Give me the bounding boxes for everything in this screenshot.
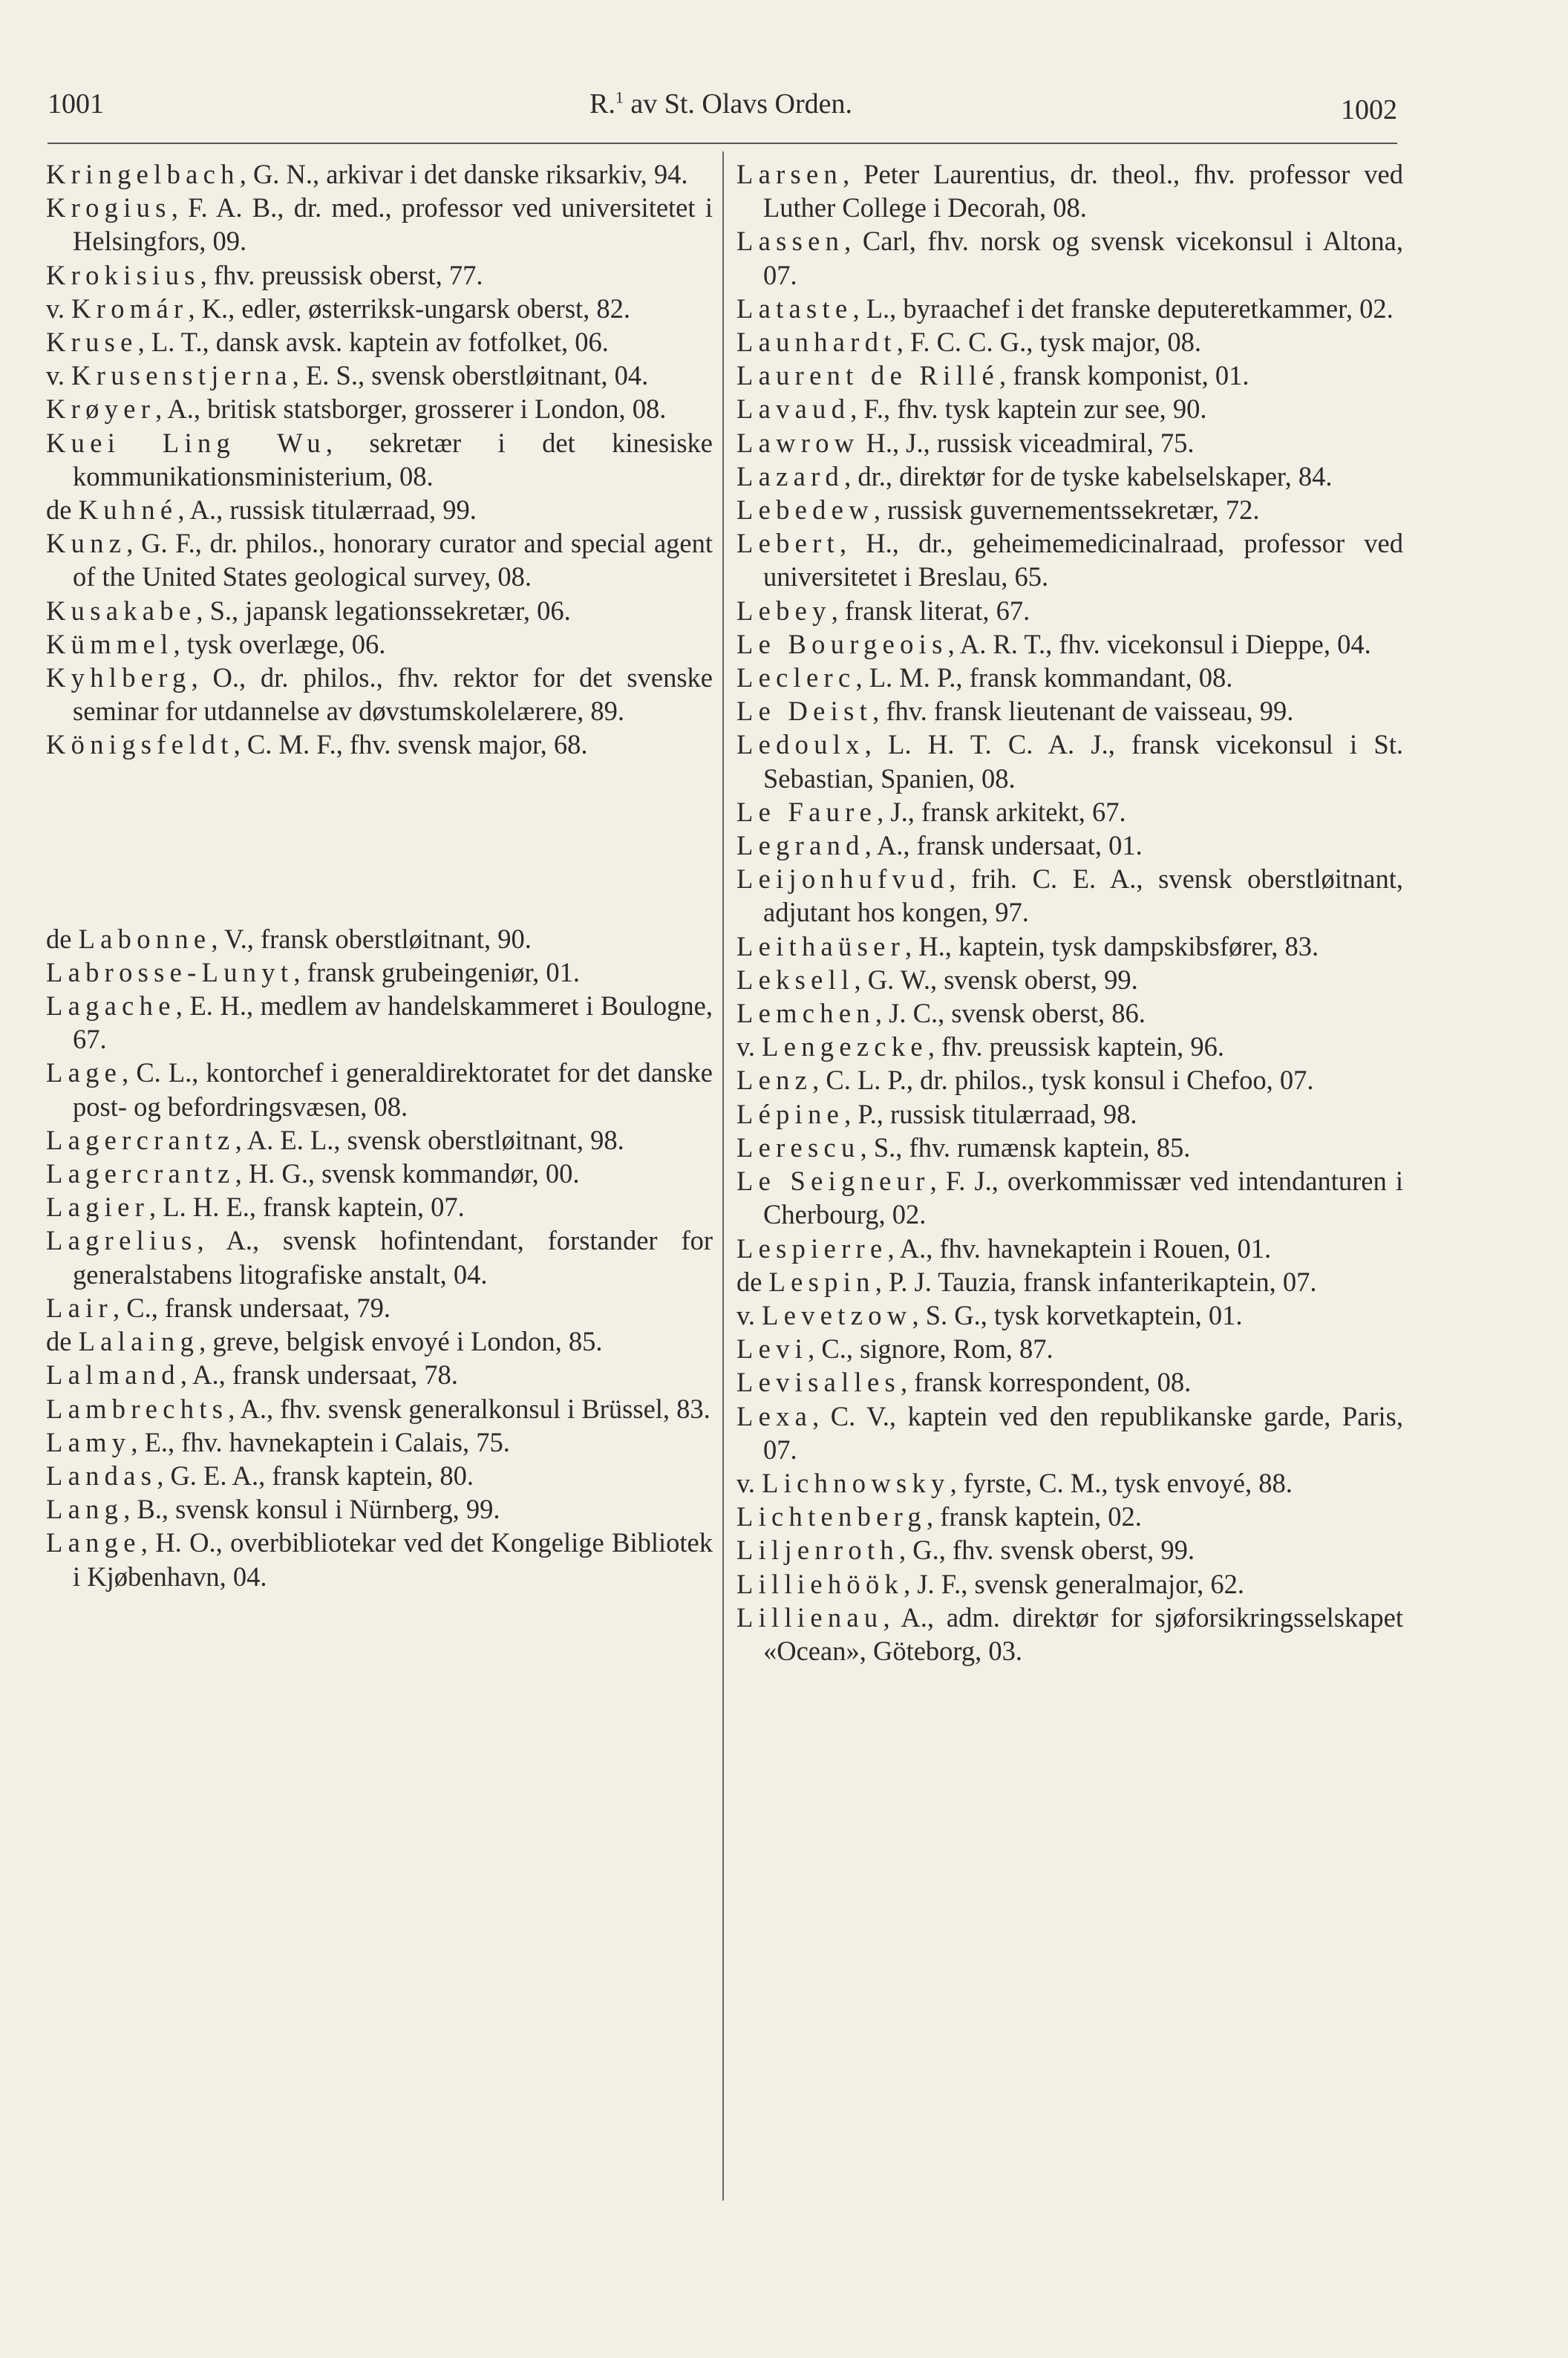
entry-text: , fransk literat, 67. xyxy=(831,595,1030,626)
entry-text: , C. V., kaptein ved den republikanske garde, Paris, 07. xyxy=(763,1400,1403,1465)
register-entry xyxy=(46,1526,713,1593)
entry-text: , F. J., overkommissær ved intendanturen i Cherbourg, 02. xyxy=(763,1166,1403,1230)
entry-prefix: v. xyxy=(46,293,72,324)
entry-text: , tysk overlæge, 06. xyxy=(173,628,386,659)
entry-name: Lengezcke xyxy=(762,1031,928,1062)
entry-text: , greve, belgisk envoyé i London, 85. xyxy=(199,1326,603,1357)
register-entry xyxy=(46,728,713,761)
title-prefix: R. xyxy=(589,88,615,120)
entry-text: , J. C., svensk oberst, 86. xyxy=(875,998,1146,1029)
entry-prefix: de xyxy=(46,923,79,954)
entry-text: , E., fhv. havnekaptein i Calais, 75. xyxy=(131,1426,510,1457)
entry-text: , A., svensk hofintendant, forstander for generalstabens litografiske anstalt, 04. xyxy=(73,1225,713,1290)
entry-name: Lemchen xyxy=(736,998,875,1029)
register-entry xyxy=(46,157,713,191)
register-entry xyxy=(46,1459,713,1492)
entry-text: , russisk guvernementssekretær, 72. xyxy=(873,494,1260,526)
entry-prefix: de xyxy=(736,1266,769,1297)
entry-text: , G. F., dr. philos., honorary curator and special agent of the United States geological survey, 08. xyxy=(73,528,713,592)
entry-name: Lilliehöök xyxy=(736,1568,904,1599)
entry-text: , L. M. P., fransk kommandant, 08. xyxy=(855,662,1233,693)
entry-name: Lassen xyxy=(736,226,845,257)
entry-text: , F., fhv. tysk kaptein zur see, 90. xyxy=(850,393,1207,425)
register-entry xyxy=(736,795,1403,829)
entry-text: , A., fransk undersaat, 78. xyxy=(180,1359,458,1391)
page-number-right: 1002 xyxy=(1341,94,1397,125)
entry-text: , fransk grubeingeniør, 01. xyxy=(293,956,581,987)
register-entry xyxy=(736,526,1403,593)
register-entry xyxy=(736,1131,1403,1164)
entry-name: Kuei Ling Wu xyxy=(46,427,326,458)
register-entry xyxy=(46,1056,713,1123)
entry-prefix: v. xyxy=(736,1031,762,1062)
entry-text: , F. C. C. G., tysk major, 08. xyxy=(896,327,1202,358)
entry-name: Lerescu xyxy=(736,1131,860,1163)
register-entry xyxy=(46,526,713,593)
register-entry xyxy=(736,996,1403,1030)
entry-text: , H., dr., geheimemedicinalraad, professor ved universitetet i Breslau, 65. xyxy=(763,528,1403,592)
register-entry xyxy=(46,1291,713,1325)
entry-text: , G., fhv. svensk oberst, 99. xyxy=(898,1535,1195,1566)
register-entry xyxy=(736,594,1403,627)
entry-text: , G. E. A., fransk kaptein, 80. xyxy=(157,1460,474,1491)
entry-text: , A., adm. direktør for sjøforsikringsselskapet «Ocean», Göteborg, 03. xyxy=(763,1601,1403,1666)
register-entry xyxy=(46,359,713,392)
register-entry xyxy=(736,963,1403,996)
entry-text: , S. G., tysk korvetkaptein, 01. xyxy=(912,1299,1243,1330)
entry-name: Kyhlberg xyxy=(46,662,192,693)
entry-name: Königsfeldt xyxy=(46,729,234,760)
entry-name: Lenz xyxy=(736,1065,813,1096)
register-entry xyxy=(46,392,713,425)
left-column xyxy=(46,157,713,1593)
entry-text: , H., kaptein, tysk dampskibsfører, 83. xyxy=(905,930,1319,961)
entry-prefix: de xyxy=(46,1326,79,1357)
entry-text: , sekretær i det kinesiske kommunikationsministerium, 08. xyxy=(73,427,713,491)
register-entry xyxy=(736,1400,1403,1466)
entry-name: Landas xyxy=(46,1460,157,1491)
entry-text: , L. H. E., fransk kaptein, 07. xyxy=(149,1192,465,1223)
register-entry xyxy=(46,1123,713,1157)
entry-name: Le Bourgeois xyxy=(736,628,948,659)
entry-text: , O., dr. philos., fhv. rektor for det svenske seminar for utdannelse av døvstumskolelærere, 89. xyxy=(73,662,713,727)
entry-name: Levisalles xyxy=(736,1367,901,1398)
register-entry xyxy=(736,292,1403,325)
register-entry xyxy=(736,1533,1403,1567)
running-title xyxy=(45,88,1397,120)
entry-text: , A., fhv. havnekaptein i Rouen, 01. xyxy=(887,1232,1272,1264)
entry-name: Lebey xyxy=(736,595,832,626)
entry-name: Le Deist xyxy=(736,696,873,727)
entry-name: Levetzow xyxy=(762,1299,912,1330)
entry-text: , C. L. P., dr. philos., tysk konsul i Chefoo, 07. xyxy=(812,1065,1314,1096)
entries-k xyxy=(46,157,713,762)
register-entry xyxy=(736,862,1403,929)
entry-text: , E. S., svensk oberstløitnant, 04. xyxy=(292,360,649,391)
entry-name: Lagache xyxy=(46,990,176,1022)
entry-name: Ledoulx xyxy=(736,729,865,760)
title-superscript: 1 xyxy=(615,88,624,107)
entry-text: , H. O., overbibliotekar ved det Kongelige Bibliotek i Kjøbenhavn, 04. xyxy=(73,1527,713,1592)
register-entry xyxy=(736,1332,1403,1365)
entry-name: Krogius xyxy=(46,192,172,223)
entry-name: Krøyer xyxy=(46,393,156,425)
entry-name: Lebedew xyxy=(736,494,874,526)
entry-text: , fhv. preussisk oberst, 77. xyxy=(200,259,483,290)
entry-text: , Peter Laurentius, dr. theol., fhv. professor ved Luther College i Decorah, 08. xyxy=(763,159,1403,223)
register-entry xyxy=(46,661,713,728)
register-entry xyxy=(46,258,713,292)
entry-text: , A., russisk titulærraad, 99. xyxy=(177,494,477,526)
register-entry xyxy=(736,1265,1403,1299)
section-gap xyxy=(46,762,713,922)
register-entry xyxy=(736,694,1403,728)
entry-text: , dr., direktør for de tyske kabelselskaper, 84. xyxy=(844,460,1333,491)
register-entry xyxy=(736,930,1403,963)
entry-text: , fransk korrespondent, 08. xyxy=(900,1367,1192,1398)
entry-name: Leclerc xyxy=(736,662,856,693)
entry-name: Lalaing xyxy=(78,1326,200,1357)
column-divider xyxy=(722,151,724,2201)
register-entry xyxy=(46,191,713,258)
entry-text: , A. E. L., svensk oberstløitnant, 98. xyxy=(235,1124,624,1155)
entry-name: Lagier xyxy=(46,1192,150,1223)
entry-prefix: v. xyxy=(46,360,72,391)
entry-name: Leijonhufvud xyxy=(736,863,950,895)
entry-name: Kuhné xyxy=(78,494,178,526)
entry-name: Lang xyxy=(46,1494,124,1525)
entry-name: Lambrechts xyxy=(46,1393,229,1424)
register-entry xyxy=(46,1325,713,1358)
register-entry xyxy=(736,359,1403,392)
register-entry xyxy=(736,1030,1403,1063)
register-entry xyxy=(46,325,713,359)
entry-text: , E. H., medlem av handelskammeret i Boulogne, 67. xyxy=(73,990,713,1055)
register-entry xyxy=(736,661,1403,694)
entry-name: Kümmel xyxy=(46,628,174,659)
entry-text: , C. L., kontorchef i generaldirektoratet for det danske post- og befordringsvæsen, 08. xyxy=(73,1057,713,1122)
page-number-left: 1001 xyxy=(48,88,104,120)
entry-name: Liljenroth xyxy=(736,1535,899,1566)
entry-text: , L., byraachef i det franske deputeretkammer, 02. xyxy=(852,293,1394,324)
entry-text: , F. A. B., dr. med., professor ved universitetet i Helsingfors, 09. xyxy=(73,192,713,257)
entries-l xyxy=(46,922,713,1593)
entry-name: Lataste xyxy=(736,293,853,324)
entry-name: Lagercrantz xyxy=(46,1124,235,1155)
entry-name: Lespin xyxy=(768,1266,875,1297)
entry-text: , K., edler, østerriksk-ungarsk oberst, 82. xyxy=(188,293,631,324)
register-entry xyxy=(736,728,1403,794)
entry-text: , P., russisk titulærraad, 98. xyxy=(844,1098,1137,1129)
entry-name: Lange xyxy=(46,1527,141,1558)
register-entry xyxy=(736,1299,1403,1332)
entry-text: , P. J. Tauzia, fransk infanterikaptein, 07. xyxy=(875,1266,1317,1297)
register-entry xyxy=(46,989,713,1056)
entry-name: Lillienau xyxy=(736,1601,883,1633)
entry-text: , fransk kaptein, 02. xyxy=(926,1501,1142,1532)
entry-name: Le Faure xyxy=(736,796,878,827)
entry-text: , fhv. fransk lieutenant de vaisseau, 99. xyxy=(872,696,1294,727)
entry-prefix: v. xyxy=(736,1299,762,1330)
register-entry xyxy=(46,1190,713,1224)
entry-text: , fransk komponist, 01. xyxy=(999,360,1250,391)
entry-name: Kunz xyxy=(46,528,127,559)
register-entry xyxy=(46,1392,713,1425)
register-entry xyxy=(736,1164,1403,1231)
entry-name: Lagercrantz xyxy=(46,1158,235,1189)
entry-name: Larsen xyxy=(736,159,843,189)
entry-text: H., J., russisk viceadmiral, 75. xyxy=(859,427,1195,458)
entry-name: Labrosse-Lunyt xyxy=(46,956,294,987)
register-entry xyxy=(736,627,1403,661)
register-entry xyxy=(46,627,713,661)
register-entry xyxy=(736,1466,1403,1500)
entry-name: Kringelbach xyxy=(46,159,240,189)
register-entry xyxy=(46,426,713,493)
title-rest: av St. Olavs Orden. xyxy=(623,88,853,120)
entry-text: , G. W., svensk oberst, 99. xyxy=(854,964,1138,995)
entry-text: , C. M. F., fhv. svensk major, 68. xyxy=(233,729,588,760)
register-entry xyxy=(736,1601,1403,1668)
entry-name: Lespierre xyxy=(736,1232,888,1264)
header-rule xyxy=(48,143,1397,144)
entry-name: Lawrow xyxy=(736,427,860,458)
register-entry xyxy=(736,1365,1403,1399)
entry-text: , L. T., dansk avsk. kaptein av fotfolket, 06. xyxy=(137,327,609,358)
entry-name: Kromár xyxy=(71,293,189,324)
entry-name: Krokisius xyxy=(46,259,200,290)
entry-name: Lichtenberg xyxy=(736,1501,927,1532)
register-entry xyxy=(736,325,1403,359)
entry-prefix: de xyxy=(46,494,79,526)
entry-name: Lépine xyxy=(736,1098,845,1129)
register-entry xyxy=(736,157,1403,224)
entry-name: Lebert xyxy=(736,528,840,559)
entry-text: , A., britisk statsborger, grosserer i London, 08. xyxy=(155,393,667,425)
entry-name: Legrand xyxy=(736,830,865,861)
entry-text: , S., japansk legationssekretær, 06. xyxy=(196,595,571,626)
register-entry xyxy=(46,493,713,526)
entry-text: , J. F., svensk generalmajor, 62. xyxy=(904,1568,1244,1599)
entry-text: , L. H. T. C. A. J., fransk vicekonsul i St. Sebastian, Spanien, 08. xyxy=(763,729,1403,794)
entry-text: , J., fransk arkitekt, 67. xyxy=(877,796,1126,827)
entry-text: , A., fransk undersaat, 01. xyxy=(864,830,1143,861)
register-entry xyxy=(46,292,713,325)
register-entry xyxy=(736,1063,1403,1097)
register-entry xyxy=(46,922,713,956)
entry-name: Launhardt xyxy=(736,327,897,358)
entry-text: , Carl, fhv. norsk og svensk vicekonsul i Altona, 07. xyxy=(763,226,1403,290)
register-entry xyxy=(46,1157,713,1190)
entry-prefix: v. xyxy=(736,1467,762,1498)
register-entry xyxy=(46,1492,713,1526)
entry-name: Lamy xyxy=(46,1426,131,1457)
register-entry xyxy=(736,829,1403,862)
entry-name: Le Seigneur xyxy=(736,1166,930,1197)
entry-name: Lichnowsky xyxy=(762,1467,950,1498)
entry-text: , fhv. preussisk kaptein, 96. xyxy=(927,1031,1224,1062)
register-entry xyxy=(736,1232,1403,1265)
register-entry xyxy=(46,594,713,627)
register-entry xyxy=(46,1358,713,1391)
entry-name: Levi xyxy=(736,1333,808,1365)
register-entry xyxy=(736,392,1403,425)
entry-name: Kruse xyxy=(46,327,138,358)
register-entry xyxy=(46,956,713,989)
entry-text: , V., fransk oberstløitnant, 90. xyxy=(211,923,532,954)
entry-name: Leithaüser xyxy=(736,930,906,961)
register-entry xyxy=(736,1500,1403,1533)
entry-text: , A., fhv. svensk generalkonsul i Brüssel, 83. xyxy=(228,1393,710,1424)
entry-name: Kusakabe xyxy=(46,595,197,626)
register-entry xyxy=(736,493,1403,526)
entry-name: Lalmand xyxy=(46,1359,180,1391)
entry-text: , C., fransk undersaat, 79. xyxy=(113,1292,391,1323)
register-entry xyxy=(736,1567,1403,1601)
entry-text: , C., signore, Rom, 87. xyxy=(808,1333,1054,1365)
entry-name: Leksell xyxy=(736,964,855,995)
entry-name: Laurent de Rillé xyxy=(736,360,999,391)
entry-text: , S., fhv. rumænsk kaptein, 85. xyxy=(860,1131,1191,1163)
entry-text: , frih. C. E. A., svensk oberstløitnant, adjutant hos kongen, 97. xyxy=(763,863,1403,928)
entry-name: Labonne xyxy=(78,923,212,954)
entry-name: Lair xyxy=(46,1292,113,1323)
register-entry xyxy=(736,224,1403,291)
register-entry xyxy=(736,426,1403,460)
entry-name: Krusenstjerna xyxy=(71,360,293,391)
entry-name: Lagrelius xyxy=(46,1225,197,1256)
entry-name: Lage xyxy=(46,1057,122,1088)
page-header xyxy=(45,88,1397,132)
register-entry xyxy=(46,1224,713,1290)
entry-name: Lavaud xyxy=(736,393,851,425)
entry-name: Lexa xyxy=(736,1400,813,1431)
entry-name: Lazard xyxy=(736,460,845,491)
entry-text: , B., svensk konsul i Nürnberg, 99. xyxy=(123,1494,500,1525)
entries-right xyxy=(736,157,1403,1668)
entry-text: , A. R. T., fhv. vicekonsul i Dieppe, 04. xyxy=(947,628,1371,659)
register-entry xyxy=(736,1097,1403,1131)
register-entry xyxy=(736,460,1403,493)
register-entry xyxy=(46,1425,713,1459)
entry-text: , fyrste, C. M., tysk envoyé, 88. xyxy=(950,1467,1293,1498)
entry-text: , H. G., svensk kommandør, 00. xyxy=(235,1158,580,1189)
right-column xyxy=(736,157,1403,1668)
entry-text: , G. N., arkivar i det danske riksarkiv, 94. xyxy=(239,159,688,189)
